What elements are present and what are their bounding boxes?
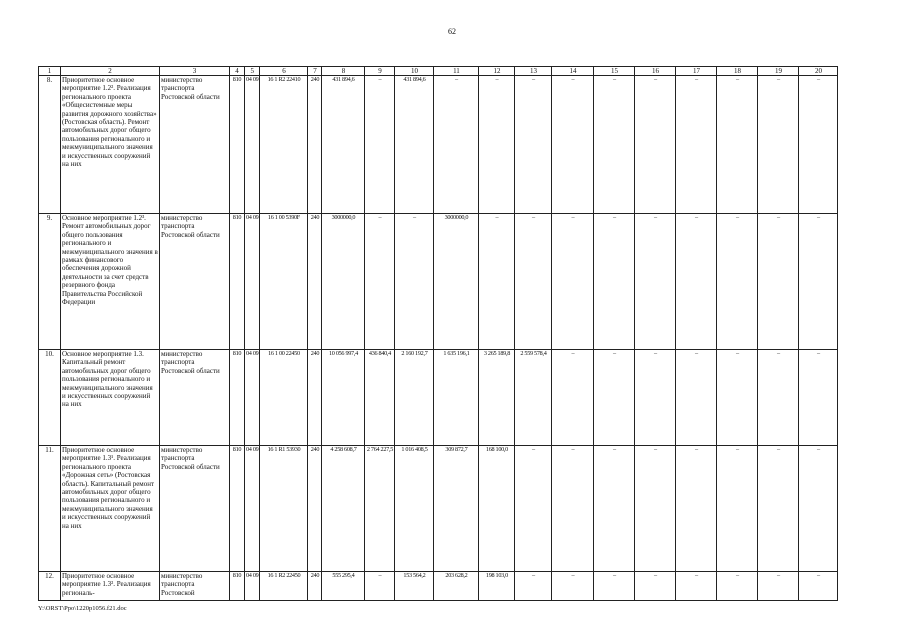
table-row <box>39 76 838 214</box>
cell-y2030: – <box>799 572 838 601</box>
cell-total: 3000000,0 <box>322 214 365 350</box>
cell-y2030: – <box>799 214 838 350</box>
cell-y2023: 2 559 578,4 <box>515 350 552 446</box>
cell-grbs: 810 <box>230 350 245 446</box>
column-header: 13 <box>515 67 552 76</box>
cell-vr: 240 <box>308 446 322 572</box>
cell-vr: 240 <box>308 350 322 446</box>
cell-y2023: – <box>515 214 552 350</box>
cell-rzpr: 04 09 <box>245 446 260 572</box>
column-header: 16 <box>635 67 676 76</box>
cell-y2023: – <box>515 446 552 572</box>
cell-y2021: 203 628,2 <box>434 572 479 601</box>
cell-name: Приоритетное основное мероприятие 1.3². Реализация региональ- <box>61 572 160 601</box>
column-header: 10 <box>395 67 434 76</box>
cell-executor: министерство транспорта Ростовской области <box>160 350 230 446</box>
cell-y2020: 2 160 192,7 <box>395 350 434 446</box>
cell-num: 12. <box>39 572 61 601</box>
cell-csr: 16 1 R2 22410 <box>260 76 308 214</box>
cell-csr: 16 1 R2 22450 <box>260 572 308 601</box>
cell-y2022: 198 103,0 <box>479 572 515 601</box>
cell-grbs: 810 <box>230 572 245 601</box>
page-number: 62 <box>448 27 456 36</box>
column-header: 18 <box>717 67 758 76</box>
cell-y2029: – <box>758 350 799 446</box>
cell-y2028: – <box>717 214 758 350</box>
cell-y2028: – <box>717 350 758 446</box>
cell-y2025: – <box>594 350 635 446</box>
table-row <box>39 350 838 446</box>
cell-y2029: – <box>758 572 799 601</box>
cell-total: 431 894,6 <box>322 76 365 214</box>
cell-executor: министерство транспорта Ростовской области <box>160 214 230 350</box>
budget-table <box>38 66 838 601</box>
cell-y2021: 309 872,7 <box>434 446 479 572</box>
cell-name: Приоритетное основное мероприятие 1.2². Реализация регионального проекта «Общесистемные меры развития дорожного хозяйства» (Ростовская область). Ремонт автомобильных дорог общего пользования регионального и межмуниципального значения и искусственных сооружений на них <box>61 76 160 214</box>
table-row <box>39 214 838 350</box>
cell-num: 8. <box>39 76 61 214</box>
cell-y2021: 1 635 196,1 <box>434 350 479 446</box>
cell-y2030: – <box>799 76 838 214</box>
column-header: 2 <box>61 67 160 76</box>
cell-y2027: – <box>676 446 717 572</box>
cell-y2030: – <box>799 446 838 572</box>
cell-y2029: – <box>758 446 799 572</box>
cell-y2019: 2 764 227,5 <box>365 446 395 572</box>
column-header: 20 <box>799 67 838 76</box>
cell-executor: министерство транспорта Ростовской области <box>160 76 230 214</box>
cell-y2026: – <box>635 446 676 572</box>
cell-y2028: – <box>717 76 758 214</box>
cell-num: 9. <box>39 214 61 350</box>
cell-y2022: 168 100,0 <box>479 446 515 572</box>
cell-y2020: – <box>395 214 434 350</box>
cell-y2024: – <box>552 446 594 572</box>
cell-y2020: 431 894,6 <box>395 76 434 214</box>
cell-rzpr: 04 09 <box>245 76 260 214</box>
cell-y2019: – <box>365 572 395 601</box>
cell-y2024: – <box>552 350 594 446</box>
table-row <box>39 572 838 601</box>
cell-grbs: 810 <box>230 446 245 572</box>
cell-y2027: – <box>676 572 717 601</box>
cell-y2027: – <box>676 214 717 350</box>
column-header: 14 <box>552 67 594 76</box>
cell-total: 10 056 997,4 <box>322 350 365 446</box>
cell-name: Основное мероприятие 1.3. Капитальный ремонт автомобильных дорог общего пользования регионального и межмуниципального значения и искусственных сооружений на них <box>61 350 160 446</box>
cell-y2030: – <box>799 350 838 446</box>
cell-y2024: – <box>552 214 594 350</box>
cell-y2020: 153 564,2 <box>395 572 434 601</box>
cell-y2025: – <box>594 76 635 214</box>
column-header: 12 <box>479 67 515 76</box>
cell-y2019: – <box>365 214 395 350</box>
cell-y2024: – <box>552 572 594 601</box>
cell-y2026: – <box>635 76 676 214</box>
column-number-row <box>39 67 838 76</box>
cell-y2026: – <box>635 214 676 350</box>
cell-grbs: 810 <box>230 76 245 214</box>
column-header: 5 <box>245 67 260 76</box>
cell-y2029: – <box>758 214 799 350</box>
column-header: 15 <box>594 67 635 76</box>
cell-name: Приоритетное основное мероприятие 1.3¹. Реализация регионального проекта «Дорожная сеть» (Ростовская область). Капитальный ремонт автомобильных дорог общего пользования регионального и межмуниципального значения и искусственных сооружений на них <box>61 446 160 572</box>
cell-csr: 16 1 00 22450 <box>260 350 308 446</box>
cell-rzpr: 04 09 <box>245 350 260 446</box>
cell-y2022: – <box>479 76 515 214</box>
cell-y2025: – <box>594 572 635 601</box>
cell-grbs: 810 <box>230 214 245 350</box>
cell-y2028: – <box>717 446 758 572</box>
cell-y2024: – <box>552 76 594 214</box>
cell-vr: 240 <box>308 572 322 601</box>
cell-vr: 240 <box>308 214 322 350</box>
column-header: 19 <box>758 67 799 76</box>
cell-y2025: – <box>594 446 635 572</box>
column-header: 7 <box>308 67 322 76</box>
cell-y2019: 436 840,4 <box>365 350 395 446</box>
cell-y2021: – <box>434 76 479 214</box>
cell-y2019: – <box>365 76 395 214</box>
cell-y2027: – <box>676 350 717 446</box>
column-header: 3 <box>160 67 230 76</box>
column-header: 17 <box>676 67 717 76</box>
cell-y2029: – <box>758 76 799 214</box>
cell-y2025: – <box>594 214 635 350</box>
cell-y2022: – <box>479 214 515 350</box>
cell-y2022: 3 265 189,8 <box>479 350 515 446</box>
cell-executor: министерство транспорта Ростовской области <box>160 446 230 572</box>
cell-total: 4 258 608,7 <box>322 446 365 572</box>
cell-y2026: – <box>635 350 676 446</box>
cell-num: 10. <box>39 350 61 446</box>
cell-vr: 240 <box>308 76 322 214</box>
footer-file-path: Y:\ORST\Ppo\1220p1056.f21.doc <box>38 605 127 612</box>
cell-total: 555 295,4 <box>322 572 365 601</box>
column-header: 11 <box>434 67 479 76</box>
cell-y2021: 3000000,0 <box>434 214 479 350</box>
table-row <box>39 446 838 572</box>
cell-rzpr: 04 09 <box>245 572 260 601</box>
column-header: 9 <box>365 67 395 76</box>
column-header: 8 <box>322 67 365 76</box>
cell-csr: 16 1 00 5390F <box>260 214 308 350</box>
column-header: 6 <box>260 67 308 76</box>
cell-csr: 16 1 R1 53930 <box>260 446 308 572</box>
cell-y2026: – <box>635 572 676 601</box>
cell-y2023: – <box>515 572 552 601</box>
column-header: 1 <box>39 67 61 76</box>
cell-y2020: 1 016 408,5 <box>395 446 434 572</box>
cell-num: 11. <box>39 446 61 572</box>
cell-name: Основное мероприятие 1.2³. Ремонт автомобильных дорог общего пользования регионального и межмуниципального значения в рамках финансового обеспечения дорожной деятельности за счет средств резервного фонда Правительства Российской Федерации <box>61 214 160 350</box>
cell-executor: министерство транспорта Ростовской <box>160 572 230 601</box>
cell-y2028: – <box>717 572 758 601</box>
cell-rzpr: 04 09 <box>245 214 260 350</box>
cell-y2023: – <box>515 76 552 214</box>
cell-y2027: – <box>676 76 717 214</box>
column-header: 4 <box>230 67 245 76</box>
